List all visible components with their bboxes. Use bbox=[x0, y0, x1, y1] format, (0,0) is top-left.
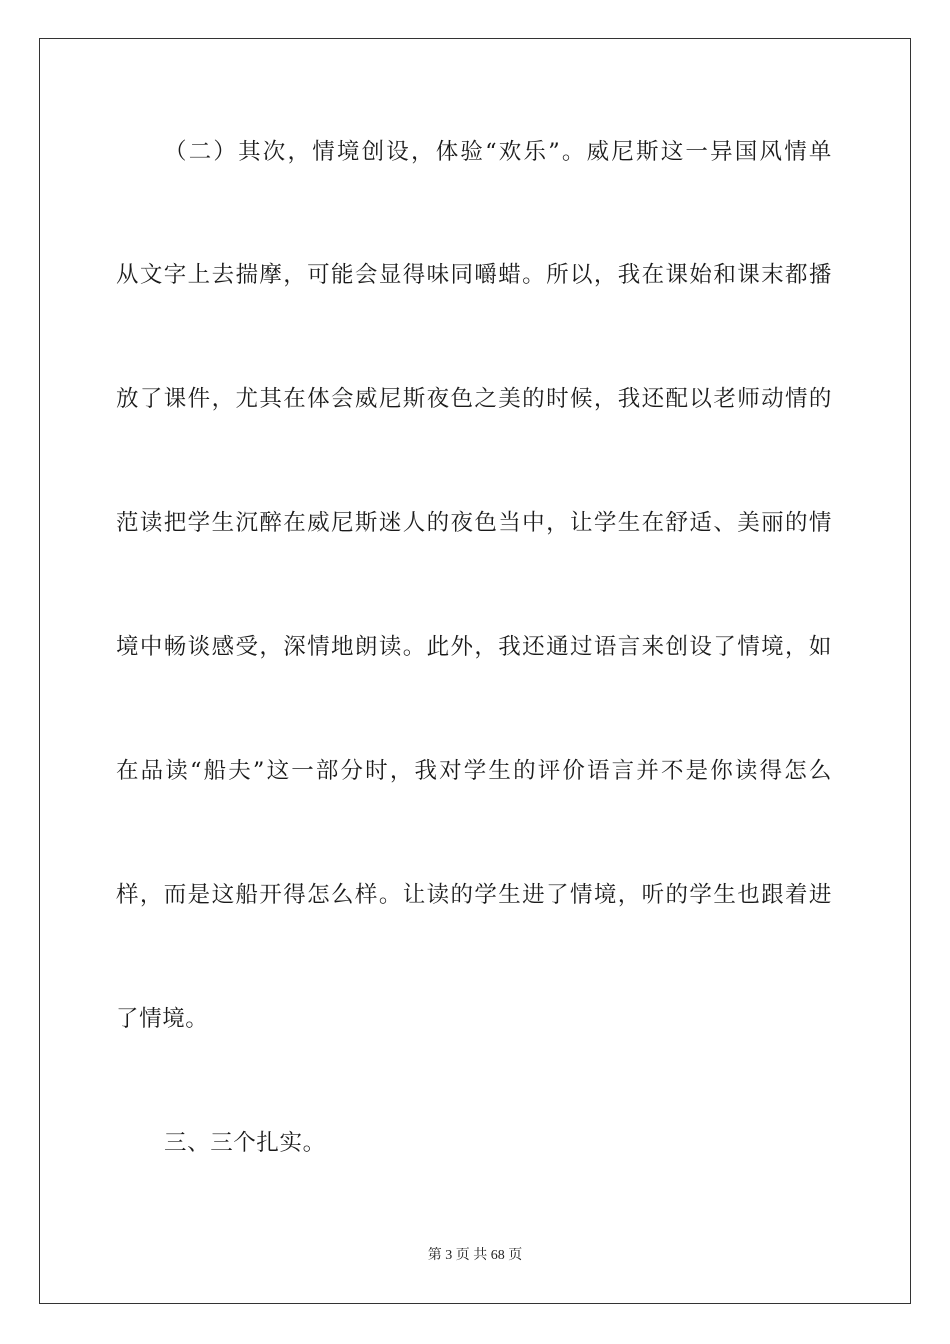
paragraph-line-2: 从文字上去揣摩，可能会显得味同嚼蜡。所以，我在课始和课末都播 bbox=[116, 262, 832, 288]
section-heading: 三、三个扎实。 bbox=[164, 1130, 326, 1156]
paragraph-line-4: 范读把学生沉醉在威尼斯迷人的夜色当中，让学生在舒适、美丽的情 bbox=[116, 510, 832, 536]
page-border bbox=[39, 38, 911, 1304]
paragraph-line-5: 境中畅谈感受，深情地朗读。此外，我还通过语言来创设了情境，如 bbox=[116, 634, 832, 660]
paragraph-line-8: 了情境。 bbox=[116, 1006, 209, 1032]
page-number: 第 3 页 共 68 页 bbox=[427, 1248, 523, 1263]
paragraph-line-3: 放了课件，尤其在体会威尼斯夜色之美的时候，我还配以老师动情的 bbox=[116, 386, 832, 412]
paragraph-line-6: 在品读“船夫”这一部分时，我对学生的评价语言并不是你读得怎么 bbox=[116, 758, 832, 784]
paragraph-line-1: （二）其次，情境创设，体验“欢乐”。威尼斯这一异国风情单 bbox=[164, 139, 832, 165]
paragraph-line-7: 样，而是这船开得怎么样。让读的学生进了情境，听的学生也跟着进 bbox=[116, 882, 832, 908]
